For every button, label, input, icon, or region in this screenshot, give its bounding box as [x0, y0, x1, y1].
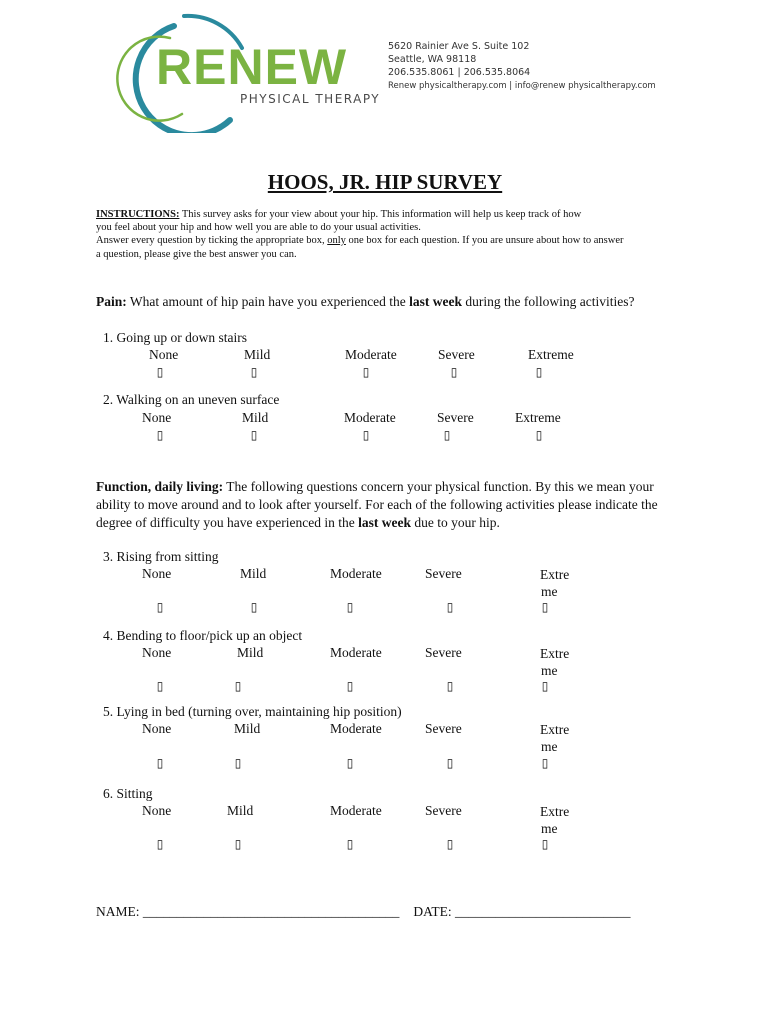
q2-option-moderate-label: Moderate: [344, 410, 396, 425]
question-1-label: 1. Going up or down stairs: [103, 330, 247, 345]
q4-checkbox-extreme[interactable]: ▯: [541, 679, 549, 693]
instructions-line-4: a question, please give the best answer you can.: [96, 249, 297, 260]
q1-option-extreme-label: Extreme: [528, 347, 574, 362]
q3-option-severe-label: Severe: [425, 566, 462, 581]
q5-option-severe-label: Severe: [425, 721, 462, 736]
pain-label: Pain:: [96, 294, 127, 309]
instructions-only: only: [327, 235, 346, 246]
q6-checkbox-none[interactable]: ▯: [156, 837, 164, 851]
q4-checkbox-moderate[interactable]: ▯: [346, 679, 354, 693]
q3-checkbox-mild[interactable]: ▯: [250, 600, 258, 614]
q4-option-mild-label: Mild: [237, 645, 264, 660]
date-label: DATE:: [413, 904, 455, 919]
instructions-text-3a: Answer every question by ticking the appropriate box,: [96, 235, 328, 246]
q4-checkbox-severe[interactable]: ▯: [446, 679, 454, 693]
q5-checkbox-severe[interactable]: ▯: [446, 756, 454, 770]
address-line-4: Renew physicaltherapy.com | info@renew physicaltherapy.com: [388, 81, 656, 91]
q6-option-mild-label: Mild: [227, 803, 254, 818]
q2-checkbox-extreme[interactable]: ▯: [535, 428, 543, 442]
q5-option-mild-label: Mild: [234, 721, 261, 736]
q2-checkbox-moderate[interactable]: ▯: [362, 428, 370, 442]
extreme-label-part: me: [541, 821, 558, 836]
page-title: HOOS, JR. HIP SURVEY: [267, 170, 503, 194]
q1-option-mild-label: Mild: [244, 347, 271, 362]
q5-option-moderate-label: Moderate: [330, 721, 382, 736]
q5-checkbox-moderate[interactable]: ▯: [346, 756, 354, 770]
pain-heading: [96, 293, 686, 311]
q6-option-none-label: None: [142, 803, 172, 818]
q6-checkbox-extreme[interactable]: ▯: [541, 837, 549, 851]
function-heading: [96, 478, 686, 532]
q4-option-moderate-label: Moderate: [330, 645, 382, 660]
q6-checkbox-severe[interactable]: ▯: [446, 837, 454, 851]
extreme-label-part: Extre: [540, 567, 570, 582]
q6-option-severe-label: Severe: [425, 803, 462, 818]
q5-checkbox-extreme[interactable]: ▯: [541, 756, 549, 770]
q1-option-severe-label: Severe: [438, 347, 475, 362]
address-line-2: Seattle, WA 98118: [388, 54, 477, 65]
extreme-label-part: Extre: [540, 804, 570, 819]
name-field[interactable]: ______________________________________: [142, 904, 400, 919]
address-line-3: 206.535.8061 | 206.535.8064: [388, 67, 531, 78]
q4-option-severe-label: Severe: [425, 645, 462, 660]
q1-option-moderate-label: Moderate: [345, 347, 397, 362]
question-3-label: 3. Rising from sitting: [103, 549, 219, 564]
extreme-label-part: Extre: [540, 646, 570, 661]
q2-option-severe-label: Severe: [437, 410, 474, 425]
question-5-label: 5. Lying in bed (turning over, maintaining hip position): [103, 704, 402, 719]
signature-row: [96, 904, 631, 920]
logo-subtitle-text: PHYSICAL THERAPY: [240, 92, 381, 106]
address-line-1: 5620 Rainier Ave S. Suite 102: [388, 41, 530, 52]
q1-checkbox-extreme[interactable]: ▯: [535, 365, 543, 379]
instructions-line-1: [96, 208, 686, 222]
q3-checkbox-severe[interactable]: ▯: [446, 600, 454, 614]
q1-checkbox-severe[interactable]: ▯: [450, 365, 458, 379]
instructions-text-1: This survey asks for your view about your hip. This information will help us keep track of how: [179, 209, 582, 220]
q4-checkbox-mild[interactable]: ▯: [234, 679, 242, 693]
q2-checkbox-severe[interactable]: ▯: [443, 428, 451, 442]
q5-option-none-label: None: [142, 721, 172, 736]
q1-checkbox-none[interactable]: ▯: [156, 365, 164, 379]
q6-option-extreme-label: [540, 803, 580, 837]
function-label: Function, daily living:: [96, 479, 224, 494]
extreme-label-part: Extre: [540, 722, 570, 737]
q5-option-extreme-label: [540, 721, 580, 755]
q3-option-moderate-label: Moderate: [330, 566, 382, 581]
q1-option-none-label: None: [149, 347, 179, 362]
function-text-b: due to your hip.: [411, 515, 500, 530]
instructions-text-3b: one box for each question. If you are unsure about how to answer: [345, 235, 624, 246]
q4-checkbox-none[interactable]: ▯: [156, 679, 164, 693]
q2-checkbox-none[interactable]: ▯: [156, 428, 164, 442]
extreme-label-part: me: [541, 739, 558, 754]
q2-option-none-label: None: [142, 410, 172, 425]
instructions-label: INSTRUCTIONS:: [96, 209, 180, 220]
date-field[interactable]: __________________________: [455, 904, 631, 919]
q3-checkbox-extreme[interactable]: ▯: [541, 600, 549, 614]
question-2-label: 2. Walking on an uneven surface: [103, 392, 280, 407]
instructions-line-3: [96, 234, 686, 248]
q2-option-mild-label: Mild: [242, 410, 269, 425]
q2-option-extreme-label: Extreme: [515, 410, 561, 425]
instructions-line-2: you feel about your hip and how well you are able to do your usual activities.: [96, 222, 421, 233]
q2-checkbox-mild[interactable]: ▯: [250, 428, 258, 442]
q6-checkbox-moderate[interactable]: ▯: [346, 837, 354, 851]
pain-text-a: What amount of hip pain have you experienced the: [126, 294, 410, 309]
function-last-week: last week: [358, 515, 412, 530]
q1-checkbox-mild[interactable]: ▯: [250, 365, 258, 379]
q6-option-moderate-label: Moderate: [330, 803, 382, 818]
q5-checkbox-none[interactable]: ▯: [156, 756, 164, 770]
logo-brand-text: RENEW: [156, 39, 348, 95]
q5-checkbox-mild[interactable]: ▯: [234, 756, 242, 770]
q3-checkbox-moderate[interactable]: ▯: [346, 600, 354, 614]
q6-checkbox-mild[interactable]: ▯: [234, 837, 242, 851]
q3-checkbox-none[interactable]: ▯: [156, 600, 164, 614]
function-text-a: The following questions concern your physical function. By this we mean your ability to move around and to look after yourself. For each of the following activities please indicate the degree of difficulty you have experienced in the: [96, 479, 658, 530]
renew-logo: [112, 8, 382, 133]
q1-checkbox-moderate[interactable]: ▯: [362, 365, 370, 379]
pain-last-week: last week: [409, 294, 463, 309]
question-6-label: 6. Sitting: [103, 786, 153, 801]
q4-option-extreme-label: [540, 645, 580, 679]
q4-option-none-label: None: [142, 645, 172, 660]
q3-option-mild-label: Mild: [240, 566, 267, 581]
extreme-label-part: me: [541, 663, 558, 678]
name-label: NAME:: [96, 904, 143, 919]
extreme-label-part: me: [541, 584, 558, 599]
question-4-label: 4. Bending to floor/pick up an object: [103, 628, 303, 643]
q3-option-none-label: None: [142, 566, 172, 581]
pain-text-b: during the following activities?: [462, 294, 635, 309]
q3-option-extreme-label: [540, 566, 580, 600]
